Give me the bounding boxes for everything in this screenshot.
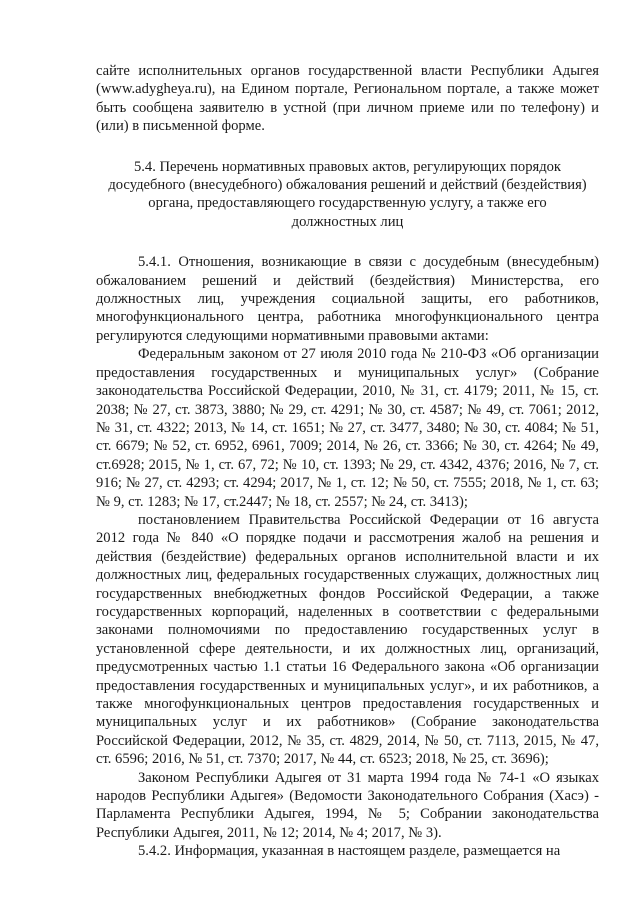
paragraph-federal-law-210: Федеральным законом от 27 июля 2010 года № 210-ФЗ «Об организации предоставления государственных и муниципальных услуг» (Собрание законодательства Российской Федерации, 2010, № 31, ст. 4179; 2011, № 15, ст. 2038; № 27, ст. 3873, 3880; № 29, ст. 4291; № 30, ст. 4587; № 49, ст. 7061; 2012, № 31, ст. 4322; 2013, № 14, ст. 1651; № 27, ст. 3477, 3480; № 30, ст. 4084; № 51, ст. 6679; № 52, ст. 6952, 6961, 7009; 2014, № 26, ст. 3366; № 30, ст. 4264; № 49, ст.6928; 2015, № 1, ст. 67, 72; № 10, ст. 1393; № 29, ст. 4342, 4376; 2016, № 7, ст. 916; № 27, ст. 4293; ст. 4294; 2017, № 1, ст. 12; № 50, ст. 7555; 2018, № 1, ст. 63; № 9, ст. 1283; № 17, ст.2447; № 18, ст. 2557; № 24, ст. 3413); [96,346,599,510]
paragraph-government-decree-840: постановлением Правительства Российской Федерации от 16 августа 2012 года № 840 «О порядке подачи и рассмотрения жалоб на решения и действия (бездействие) федеральных органов исполнительной власти и их должностных лиц, федеральных государственных служащих, должностных лиц государственных внебюджетных фондов Российской Федерации, а также государственных корпораций, наделенных в соответствии с федеральными законами полномочиями по предоставлению государственных услуг в установленной сфере деятельности, и их должностных лиц, организаций, предусмотренных частью 1.1 статьи 16 Федерального закона «Об организации предоставления государственных и муниципальных услуг», и их работников, а также многофункциональных центров предоставления государственных и муниципальных услуг и их работников» (Собрание законодательства Российской Федерации, 2012, № 35, ст. 4829, 2014, № 50, ст. 7113, 2015, № 47, ст. 6596; 2016, № 51, ст. 7370; 2017, № 44, ст. 6523; 2018, № 25, ст. 3696); [96,511,599,768]
paragraph-adygea-language-law: Законом Республики Адыгея от 31 марта 1994 года № 74-1 «О языках народов Республики Адыгея» (Ведомости Законодательного Собрания (Хасэ) - Парламента Республики Адыгея, 1994, № 5; Собрании законодательства Республики Адыгея, 2011, № 12; 2014, № 4; 2017, № 3). [96,769,599,841]
section-heading-5-4: 5.4. Перечень нормативных правовых актов, регулирующих порядок досудебного (внесудебного) обжалования решений и действий (бездействия) органа, предоставляющего государственную услугу, а также его должностных лиц [108,158,587,230]
paragraph-contact-info: сайте исполнительных органов государственной власти Республики Адыгея (www.adygheya.ru), на Едином портале, Региональном портале, а также может быть сообщена заявителю в устной (при личном приеме или по телефону) и (или) в письменной форме. [96,63,599,135]
paragraph-5-4-1: 5.4.1. Отношения, возникающие в связи с досудебным (внесудебным) обжалованием решений и действий (бездействия) Министерства, его должностных лиц, учреждения социальной защиты, его работников, многофункционального центра, работника многофункционального центра регулируются следующими нормативными правовыми актами: [96,254,599,344]
paragraph-5-4-2: 5.4.2. Информация, указанная в настоящем разделе, размещается на [138,843,561,860]
